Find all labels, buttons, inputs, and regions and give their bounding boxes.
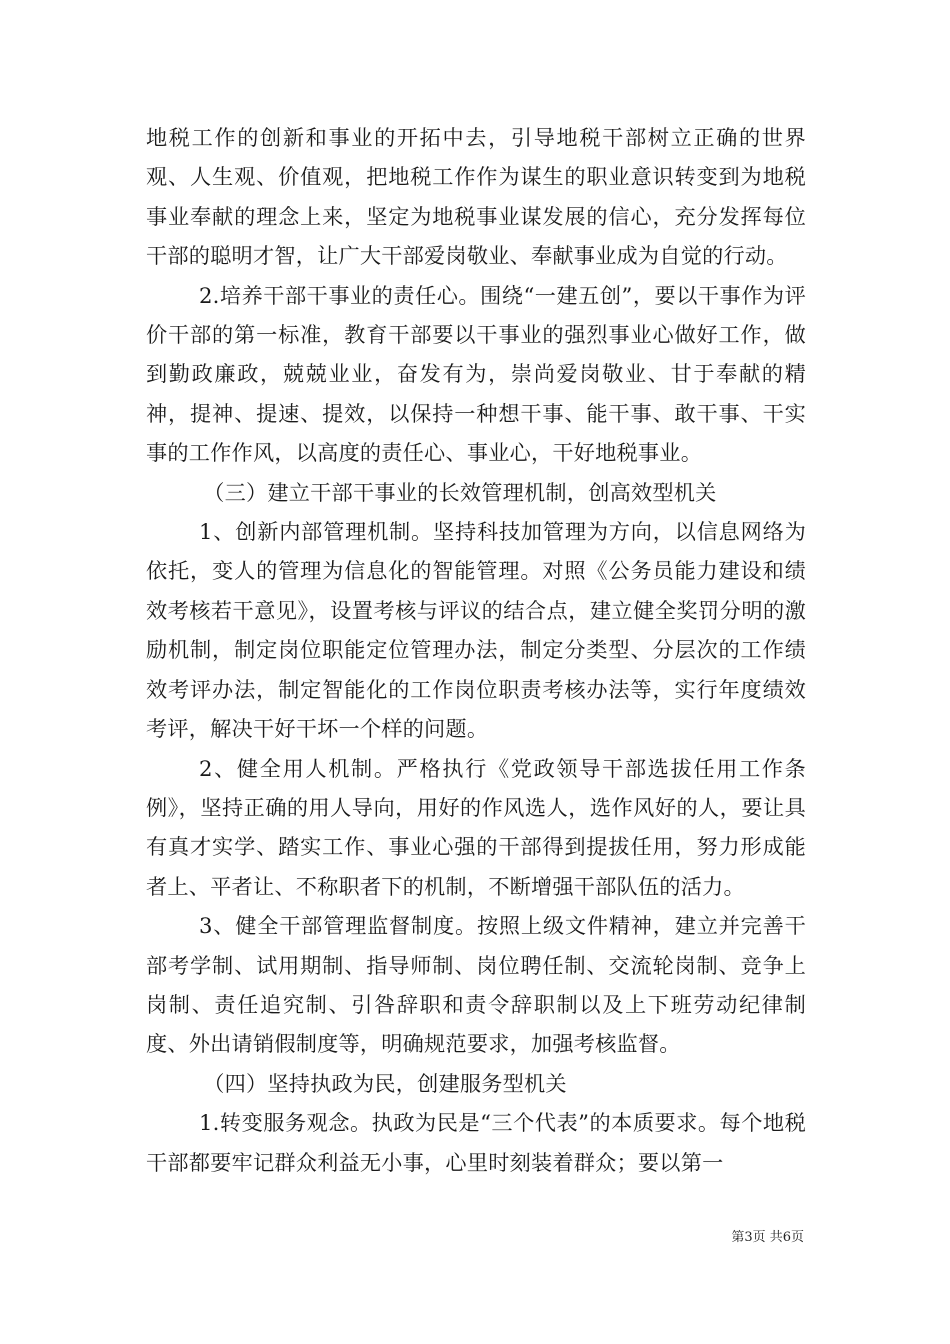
paragraph-service-concept: 1.转变服务观念。执政为民是“三个代表”的本质要求。每个地税干部都要牢记群众利益无小事，心里时刻装着群众；要以第一 [146,1110,806,1175]
paragraph-continuation: 地税工作的创新和事业的开拓中去，引导地税干部树立正确的世界观、人生观、价值观，把地税工作作为谋生的职业意识转变到为地税事业奉献的理念上来，坚定为地税事业谋发展的信心，充分发挥每位干部的聪明才智，让广大干部爱岗敬业、奉献事业成为自觉的行动。 [146,125,806,269]
section-heading-3: （三）建立干部干事业的长效管理机制，创高效型机关 [203,479,717,505]
paragraph-internal-management: 1、创新内部管理机制。坚持科技加管理为方向，以信息网络为依托，变人的管理为信息化的智能管理。对照《公务员能力建设和绩效考核若干意见》，设置考核与评议的结合点，建立健全奖罚分明的激励机制，制定岗位职能定位管理办法，制定分类型、分层次的工作绩效考评办法，制定智能化的工作岗位职责考核办法等，实行年度绩效考评，解决干好干坏一个样的问题。 [146,519,806,742]
page-number: 第3页 共6页 [731,1230,804,1245]
paragraph-supervision-system: 3、健全干部管理监督制度。按照上级文件精神，建立并完善干部考学制、试用期制、指导师制、岗位聘任制、交流轮岗制、竞争上岗制、责任追究制、引咎辞职和责令辞职制以及上下班劳动纪律制度、外出请销假制度等，明确规范要求，加强考核监督。 [146,913,806,1057]
paragraph-responsibility: 2.培养干部干事业的责任心。围绕“一建五创”，要以干事作为评价干部的第一标准，教育干部要以干事业的强烈事业心做好工作，做到勤政廉政，兢兢业业，奋发有为，崇尚爱岗敬业、甘于奉献的精神，提神、提速、提效，以保持一种想干事、能干事、敢干事、干实事的工作作风，以高度的责任心、事业心，干好地税事业。 [146,282,806,466]
section-heading-4: （四）坚持执政为民，创建服务型机关 [203,1070,567,1096]
paragraph-employment-mechanism: 2、健全用人机制。严格执行《党政领导干部选拔任用工作条例》，坚持正确的用人导向，用好的作风选人，选作风好的人，要让具有真才实学、踏实工作、事业心强的干部得到提拔任用，努力形成能者上、平者让、不称职者下的机制，不断增强干部队伍的活力。 [146,755,806,899]
document-body [146,118,806,1182]
